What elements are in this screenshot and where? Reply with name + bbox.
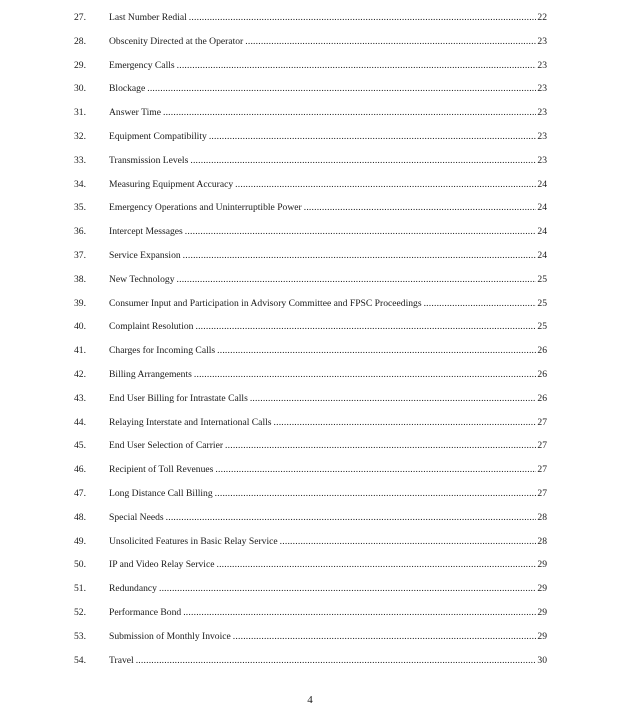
toc-entry-number: 27.	[74, 12, 86, 23]
toc-entry-title: Recipient of Toll Revenues	[109, 464, 214, 476]
toc-entry-title: Measuring Equipment Accuracy	[109, 178, 234, 190]
dot-leader	[215, 487, 537, 501]
toc-entry-number: 42.	[74, 368, 86, 380]
toc-entry-page: 23	[537, 154, 547, 166]
toc-entry-number: 41.	[74, 345, 86, 357]
toc-entry-title: Answer Time	[109, 107, 161, 119]
toc-entry-number: 48.	[74, 511, 86, 523]
toc-entry-number: 28.	[74, 35, 86, 47]
toc-entry-line	[109, 11, 547, 25]
toc-entry-number: 44.	[74, 416, 86, 428]
toc-entry-page: 25	[537, 273, 547, 285]
toc-entry-line	[109, 439, 547, 453]
dot-leader	[183, 606, 536, 620]
toc-entry-line	[109, 59, 547, 73]
toc-entry-number: 43.	[74, 392, 86, 404]
toc-entry-number: 49.	[74, 535, 86, 547]
toc-entry-title: End User Billing for Intrastate Calls	[109, 392, 248, 404]
toc-entry	[0, 35, 620, 59]
toc-entry-title: Complaint Resolution	[109, 321, 194, 333]
dot-leader	[177, 59, 537, 73]
toc-entry	[0, 463, 620, 487]
toc-entry-number: 40.	[74, 321, 86, 333]
toc-entry-title: Submission of Monthly Invoice	[109, 630, 231, 642]
toc-entry-title: Performance Bond	[109, 606, 182, 618]
toc-entry-page: 26	[537, 368, 547, 380]
toc-entry-title: Equipment Compatibility	[109, 130, 207, 142]
toc-entry-number: 30.	[74, 83, 86, 95]
toc-entry-title: Intercept Messages	[109, 226, 183, 238]
toc-entry-line	[109, 606, 547, 620]
toc-entry-page: 28	[537, 511, 547, 523]
toc-entry-page: 22	[537, 12, 547, 23]
toc-entry-number: 53.	[74, 630, 86, 642]
toc-entry-title: Consumer Input and Participation in Advisory Committee and FPSC Proceedings	[109, 297, 422, 309]
toc-entry	[0, 273, 620, 297]
toc-entry-page: 28	[537, 535, 547, 547]
toc-entry-number: 46.	[74, 464, 86, 476]
dot-leader	[250, 392, 537, 406]
toc-entry	[0, 487, 620, 511]
toc-entry-page: 23	[537, 130, 547, 142]
toc-entry-page: 29	[537, 630, 547, 642]
dot-leader	[424, 297, 537, 311]
dot-leader	[233, 630, 537, 644]
toc-entry-line	[109, 558, 547, 572]
toc-entry-page: 29	[537, 559, 547, 571]
toc-entry-line	[109, 82, 547, 96]
toc-entry-page: 29	[537, 606, 547, 618]
toc-entry-number: 32.	[74, 130, 86, 142]
toc-entry-line	[109, 582, 547, 596]
toc-entry-line	[109, 368, 547, 382]
dot-leader	[304, 201, 537, 215]
toc-entry-line	[109, 130, 547, 144]
toc-entry-line	[109, 487, 547, 501]
toc-entry	[0, 392, 620, 416]
toc-entry	[0, 439, 620, 463]
dot-leader	[195, 320, 536, 334]
dot-leader	[189, 11, 537, 25]
toc-entry-line	[109, 106, 547, 120]
toc-entry-line	[109, 416, 547, 430]
dot-leader	[185, 225, 537, 239]
toc-entry-page: 27	[537, 416, 547, 428]
toc-entry-line	[109, 201, 547, 215]
toc-entry-page: 23	[537, 83, 547, 95]
toc-entry	[0, 59, 620, 83]
toc-entry	[0, 320, 620, 344]
toc-entry-number: 35.	[74, 202, 86, 214]
toc-entry-page: 23	[537, 35, 547, 47]
toc-entry-line	[109, 654, 547, 668]
toc-entry-title: Billing Arrangements	[109, 368, 192, 380]
dot-leader	[159, 582, 536, 596]
toc-entry-page: 24	[537, 202, 547, 214]
dot-leader	[183, 249, 537, 263]
toc-entry-title: IP and Video Relay Service	[109, 559, 215, 571]
toc-entry-title: Blockage	[109, 83, 146, 95]
dot-leader	[163, 106, 536, 120]
toc-entry-page: 23	[537, 59, 547, 71]
toc-entry-page: 27	[537, 440, 547, 452]
toc-entry-number: 52.	[74, 606, 86, 618]
toc-entry-title: Emergency Calls	[109, 59, 175, 71]
dot-leader	[217, 344, 536, 358]
toc-entry-title: Unsolicited Features in Basic Relay Service	[109, 535, 278, 547]
toc-entry	[0, 654, 620, 678]
dot-leader	[215, 463, 536, 477]
dot-leader	[245, 35, 536, 49]
toc-entry-line	[109, 344, 547, 358]
toc-entry-title: Travel	[109, 654, 134, 666]
toc-entry-line	[109, 535, 547, 549]
toc-entry-number: 39.	[74, 297, 86, 309]
toc-entry	[0, 416, 620, 440]
dot-leader	[194, 368, 537, 382]
toc-entry-line	[109, 273, 547, 287]
toc-entry	[0, 11, 620, 35]
toc-entry-page: 23	[537, 107, 547, 119]
toc-entry-page: 30	[537, 654, 547, 666]
dot-leader	[166, 511, 537, 525]
toc-entry-number: 34.	[74, 178, 86, 190]
toc-entry-title: Obscenity Directed at the Operator	[109, 35, 244, 47]
dot-leader	[235, 178, 536, 192]
toc-entry-title: Transmission Levels	[109, 154, 189, 166]
toc-entry-page: 24	[537, 226, 547, 238]
toc-entry-title: Redundancy	[109, 583, 157, 595]
toc-entry	[0, 297, 620, 321]
toc-entry-number: 29.	[74, 59, 86, 71]
toc-entry	[0, 201, 620, 225]
toc-entry	[0, 154, 620, 178]
toc-entry-page: 24	[537, 249, 547, 261]
toc-entry	[0, 225, 620, 249]
dot-leader	[209, 130, 537, 144]
dot-leader	[136, 654, 537, 668]
toc-entry-number: 54.	[74, 654, 86, 666]
toc-entry-line	[109, 320, 547, 334]
toc-entry	[0, 82, 620, 106]
toc-entry-line	[109, 178, 547, 192]
toc-entry	[0, 606, 620, 630]
toc-entry-title: Relaying Interstate and International Calls	[109, 416, 272, 428]
toc-entry-line	[109, 297, 547, 311]
toc-entry-number: 51.	[74, 583, 86, 595]
toc-entry-number: 37.	[74, 249, 86, 261]
dot-leader	[280, 535, 537, 549]
toc-entry	[0, 368, 620, 392]
toc-entry-page: 24	[537, 178, 547, 190]
dot-leader	[274, 416, 537, 430]
toc-entry-title: New Technology	[109, 273, 175, 285]
toc-entry-title: Long Distance Call Billing	[109, 487, 213, 499]
toc-entry-page: 25	[537, 297, 547, 309]
toc-entry-line	[109, 35, 547, 49]
toc-entry-title: Service Expansion	[109, 249, 181, 261]
toc-entry-number: 31.	[74, 107, 86, 119]
dot-leader	[177, 273, 537, 287]
toc-entry-page: 27	[537, 464, 547, 476]
toc-entry	[0, 130, 620, 154]
toc-entry-line	[109, 463, 547, 477]
dot-leader	[190, 154, 536, 168]
dot-leader	[225, 439, 536, 453]
toc-entry	[0, 558, 620, 582]
table-of-contents	[0, 11, 620, 677]
toc-entry-line	[109, 225, 547, 239]
toc-entry	[0, 344, 620, 368]
toc-entry-number: 50.	[74, 559, 86, 571]
toc-entry	[0, 630, 620, 654]
toc-entry-page: 27	[537, 487, 547, 499]
toc-entry-number: 45.	[74, 440, 86, 452]
toc-entry-number: 38.	[74, 273, 86, 285]
toc-entry-page: 26	[537, 345, 547, 357]
toc-entry-line	[109, 630, 547, 644]
toc-entry-line	[109, 392, 547, 406]
toc-entry-number: 33.	[74, 154, 86, 166]
toc-entry	[0, 535, 620, 559]
toc-entry-title: Last Number Redial	[109, 12, 187, 23]
toc-entry-title: Charges for Incoming Calls	[109, 345, 216, 357]
toc-entry-line	[109, 511, 547, 525]
toc-entry-number: 36.	[74, 226, 86, 238]
dot-leader	[147, 82, 536, 96]
page-number: 4	[307, 694, 313, 706]
toc-entry-number: 47.	[74, 487, 86, 499]
toc-entry-page: 29	[537, 583, 547, 595]
toc-entry	[0, 511, 620, 535]
toc-entry-line	[109, 249, 547, 263]
toc-entry-line	[109, 154, 547, 168]
toc-entry-title: End User Selection of Carrier	[109, 440, 224, 452]
toc-entry	[0, 582, 620, 606]
dot-leader	[216, 558, 536, 572]
toc-entry-title: Special Needs	[109, 511, 164, 523]
toc-entry	[0, 106, 620, 130]
toc-entry	[0, 249, 620, 273]
toc-entry-page: 25	[537, 321, 547, 333]
toc-entry	[0, 178, 620, 202]
toc-entry-page: 26	[537, 392, 547, 404]
toc-entry-title: Emergency Operations and Uninterruptible Power	[109, 202, 302, 214]
